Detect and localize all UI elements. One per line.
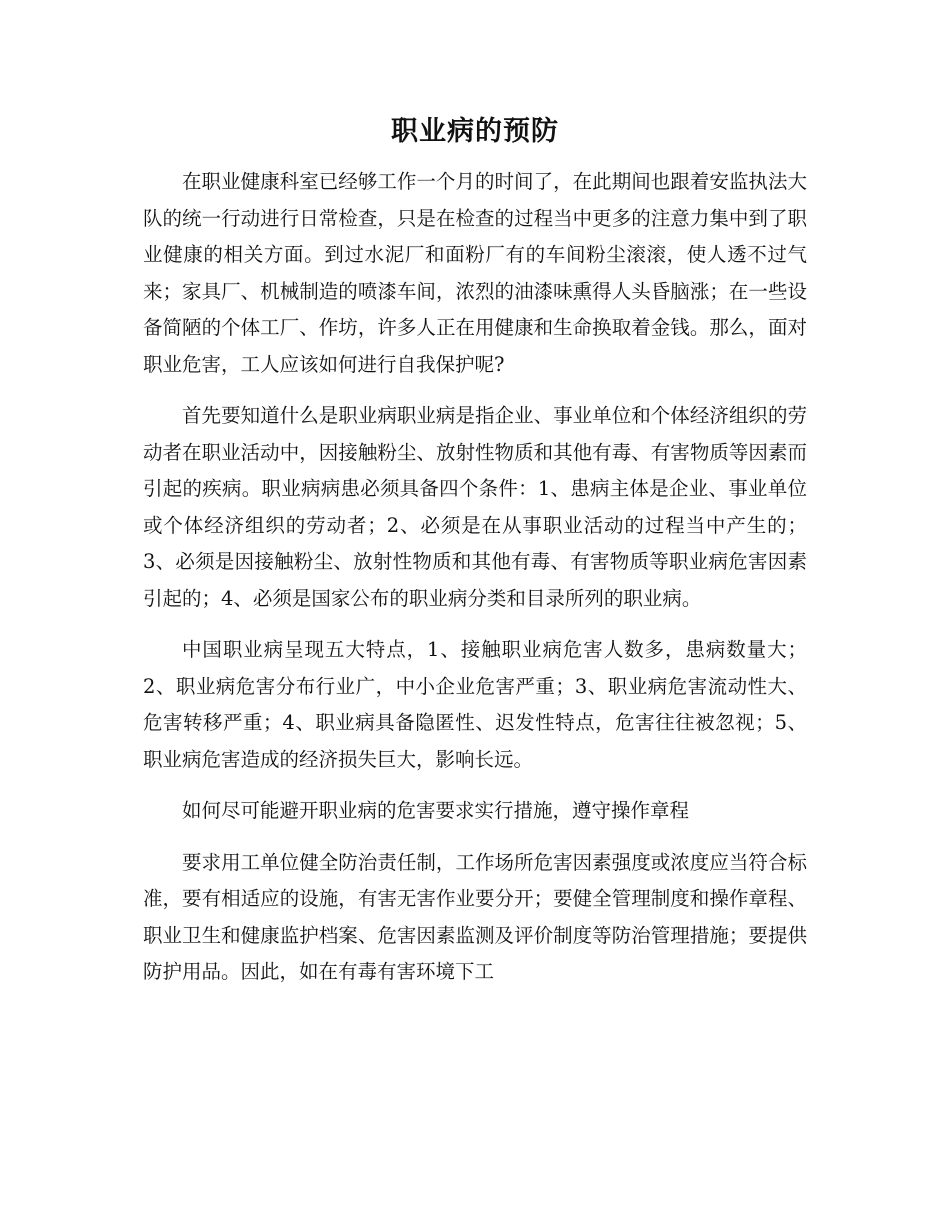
paragraph-measures: 要求用工单位健全防治责任制，工作场所危害因素强度或浓度应当符合标准，要有相适应的设施，有害无害作业要分开；要健全管理制度和操作章程、职业卫生和健康监护档案、危害因素监测及评价制度等防治管理措施；要提供防护用品。因此，如在有毒有害环境下工	[143, 850, 807, 983]
paragraph-subheading: 如何尽可能避开职业病的危害要求实行措施，遵守操作章程	[182, 799, 690, 822]
paragraph-characteristics: 中国职业病呈现五大特点，1、接触职业病危害人数多，患病数量大；2、职业病危害分布行业广，中小企业危害严重；3、职业病危害流动性大、危害转移严重；4、职业病具备隐匿性、迟发性特点，危害往往被忽视；5、职业病危害造成的经济损失巨大，影响长远。	[143, 638, 807, 771]
document-title: 职业病的预防	[391, 116, 559, 147]
paragraph-intro: 在职业健康科室已经够工作一个月的时间了，在此期间也跟着安监执法大队的统一行动进行日常检查，只是在检查的过程当中更多的注意力集中到了职业健康的相关方面。到过水泥厂和面粉厂有的车间粉尘滚滚，使人透不过气来；家具厂、机械制造的喷漆车间，浓烈的油漆味熏得人头昏脑涨；在一些设备简陋的个体工厂、作坊，许多人正在用健康和生命换取着金钱。那么，面对职业危害，工人应该如何进行自我保护呢?	[143, 170, 807, 376]
document-body	[143, 164, 807, 1006]
paragraph-definition: 首先要知道什么是职业病职业病是指企业、事业单位和个体经济组织的劳动者在职业活动中，因接触粉尘、放射性物质和其他有毒、有害物质等因素而引起的疾病。职业病病患必须具备四个条件：1、患病主体是企业、事业单位或个体经济组织的劳动者；2、必须是在从事职业活动的过程当中产生的；3、必须是因接触粉尘、放射性物质和其他有毒、有害物质等职业病危害因素引起的；4、必须是国家公布的职业病分类和目录所列的职业病。	[143, 404, 807, 610]
